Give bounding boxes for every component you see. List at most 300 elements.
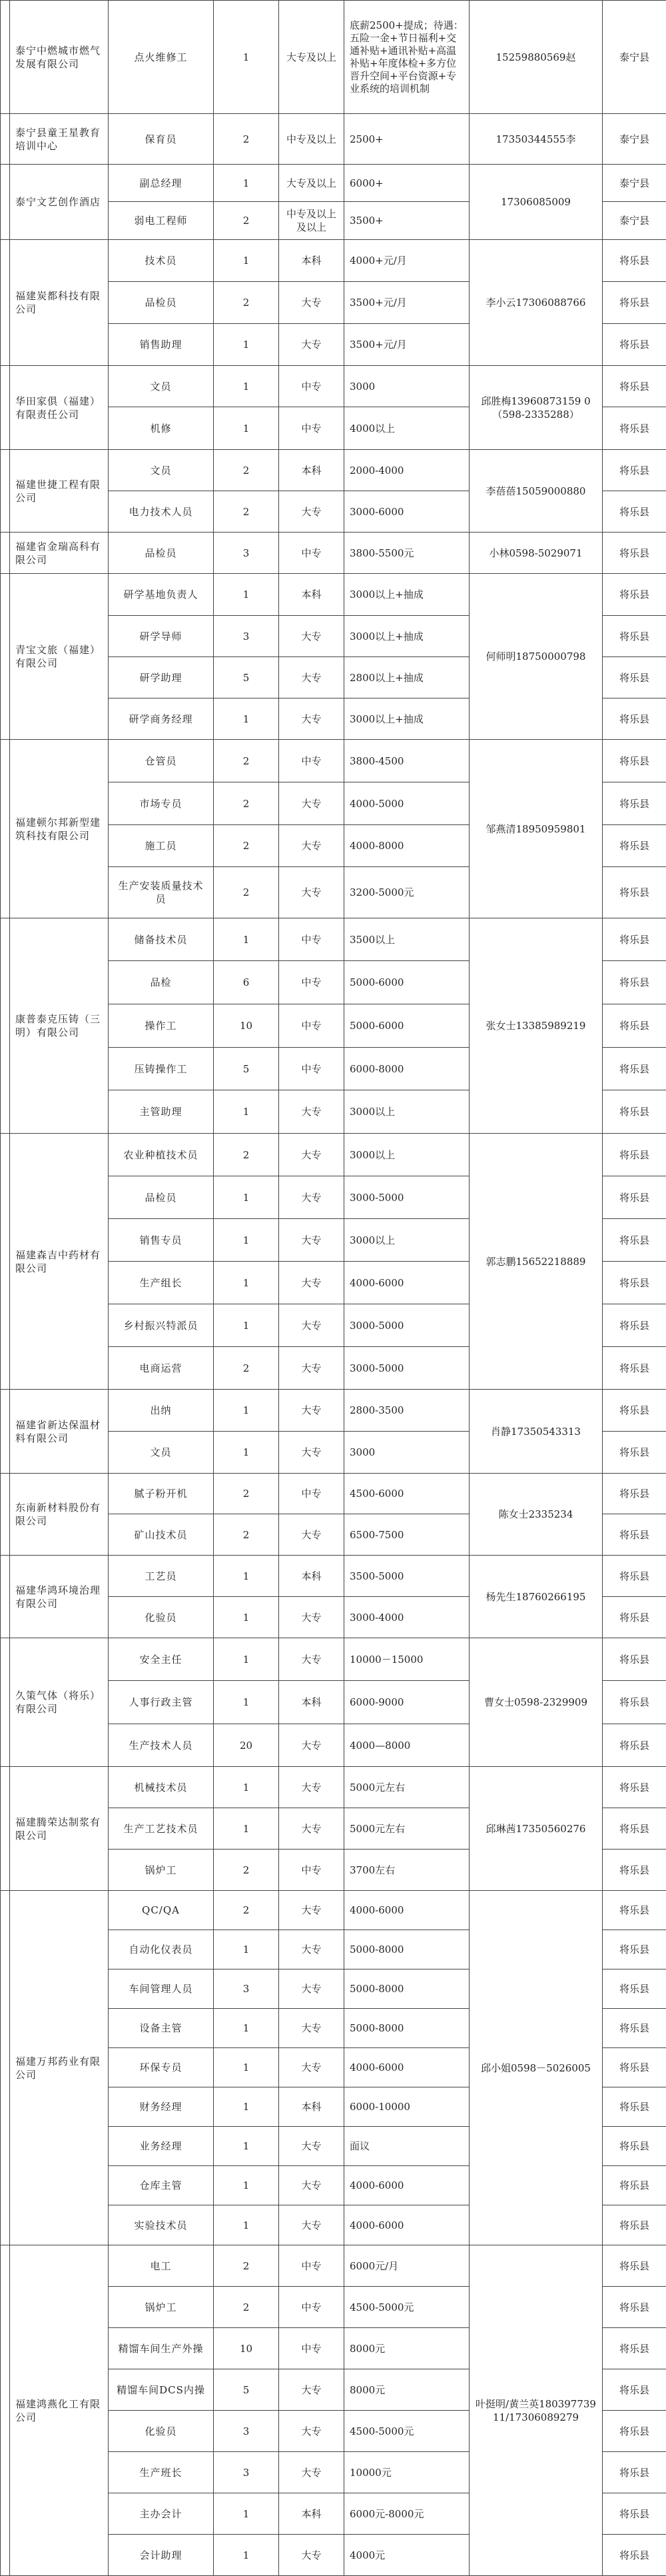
location-cell: 泰宁县 xyxy=(603,165,666,202)
company-name-cell: 泰宁文艺创作酒店 xyxy=(10,165,109,240)
education-cell: 中专 xyxy=(279,740,344,782)
education-cell: 中专 xyxy=(279,1048,344,1090)
position-cell: 主办会计 xyxy=(109,2493,214,2535)
position-cell: 安全主任 xyxy=(109,1638,214,1681)
row-margin-cell xyxy=(1,740,10,918)
location-cell: 将乐县 xyxy=(603,782,666,825)
location-cell: 将乐县 xyxy=(603,1134,666,1176)
position-cell: 副总经理 xyxy=(109,165,214,202)
education-cell: 大专 xyxy=(279,1347,344,1390)
headcount-cell: 1 xyxy=(214,165,279,202)
location-cell: 将乐县 xyxy=(603,825,666,867)
education-cell: 中专 xyxy=(279,2328,344,2369)
row-margin-cell xyxy=(1,165,10,240)
education-cell: 中专 xyxy=(279,1474,344,1514)
headcount-cell: 3 xyxy=(214,533,279,574)
position-cell: 生产班长 xyxy=(109,2452,214,2493)
education-cell: 大专 xyxy=(279,2535,344,2576)
location-cell: 泰宁县 xyxy=(603,1,666,114)
location-cell: 将乐县 xyxy=(603,407,666,450)
salary-cell: 2800以上+抽成 xyxy=(344,657,470,698)
headcount-cell: 2 xyxy=(214,1850,279,1891)
position-cell: 化验员 xyxy=(109,2411,214,2452)
salary-cell: 3500+元/月 xyxy=(344,324,470,366)
location-cell: 将乐县 xyxy=(603,2166,666,2205)
education-cell: 大专 xyxy=(279,2009,344,2048)
company-name-cell: 福建炭都科技有限公司 xyxy=(10,240,109,366)
company-name-cell: 福建省金瑞高科有限公司 xyxy=(10,533,109,574)
row-margin-cell xyxy=(1,1390,10,1474)
headcount-cell: 1 xyxy=(214,1638,279,1681)
location-cell: 将乐县 xyxy=(603,1048,666,1090)
headcount-cell: 1 xyxy=(214,407,279,450)
headcount-cell: 3 xyxy=(214,616,279,657)
table-row xyxy=(1,1134,666,1176)
education-cell: 大专 xyxy=(279,2369,344,2411)
education-cell: 本科 xyxy=(279,574,344,616)
headcount-cell: 3 xyxy=(214,2411,279,2452)
headcount-cell: 3 xyxy=(214,1969,279,2009)
position-cell: 文员 xyxy=(109,366,214,407)
position-cell: 技术员 xyxy=(109,240,214,282)
row-margin-cell xyxy=(1,114,10,165)
headcount-cell: 5 xyxy=(214,657,279,698)
position-cell: 施工员 xyxy=(109,825,214,867)
salary-cell: 10000－15000 xyxy=(344,1638,470,1681)
headcount-cell: 1 xyxy=(214,1767,279,1808)
table-row xyxy=(1,1,666,114)
position-cell: 研学导师 xyxy=(109,616,214,657)
company-name-cell: 华田家俱（福建）有限责任公司 xyxy=(10,366,109,450)
education-cell: 大专 xyxy=(279,1969,344,2009)
salary-cell: 6000-9000 xyxy=(344,1681,470,1724)
headcount-cell: 1 xyxy=(214,1176,279,1219)
salary-cell: 3000以上 xyxy=(344,1090,470,1134)
headcount-cell: 1 xyxy=(214,1556,279,1597)
headcount-cell: 2 xyxy=(214,1134,279,1176)
headcount-cell: 5 xyxy=(214,2369,279,2411)
education-cell: 大专 xyxy=(279,1597,344,1638)
contact-cell: 杨先生18760266195 xyxy=(470,1556,603,1638)
salary-cell: 8000元 xyxy=(344,2369,470,2411)
position-cell: 品检 xyxy=(109,961,214,1004)
position-cell: 电力技术人员 xyxy=(109,491,214,533)
headcount-cell: 1 xyxy=(214,1597,279,1638)
education-cell: 中专 xyxy=(279,2245,344,2287)
headcount-cell: 1 xyxy=(214,2009,279,2048)
contact-cell: 15259880569赵 xyxy=(470,1,603,114)
headcount-cell: 2 xyxy=(214,114,279,165)
position-cell: 矿山技术员 xyxy=(109,1514,214,1556)
headcount-cell: 1 xyxy=(214,1262,279,1304)
education-cell: 本科 xyxy=(279,1556,344,1597)
position-cell: 乡村振兴特派员 xyxy=(109,1304,214,1347)
education-cell: 大专 xyxy=(279,2127,344,2166)
headcount-cell: 2 xyxy=(214,782,279,825)
row-margin-cell xyxy=(1,1638,10,1767)
company-name-cell: 东南新材料股份有限公司 xyxy=(10,1474,109,1556)
salary-cell: 3700左右 xyxy=(344,1850,470,1891)
position-cell: 设备主管 xyxy=(109,2009,214,2048)
position-cell: 自动化仪表员 xyxy=(109,1930,214,1969)
position-cell: 操作工 xyxy=(109,1004,214,1048)
salary-cell: 4000-6000 xyxy=(344,1262,470,1304)
salary-cell: 3000-5000 xyxy=(344,1304,470,1347)
headcount-cell: 1 xyxy=(214,324,279,366)
salary-cell: 3000以上+抽成 xyxy=(344,698,470,740)
location-cell: 将乐县 xyxy=(603,616,666,657)
headcount-cell: 1 xyxy=(214,1930,279,1969)
education-cell: 大专 xyxy=(279,2048,344,2087)
row-margin-cell xyxy=(1,366,10,450)
contact-cell: 17306085009 xyxy=(470,165,603,240)
table-row xyxy=(1,450,666,491)
salary-cell: 3000-5000 xyxy=(344,1347,470,1390)
education-cell: 本科 xyxy=(279,240,344,282)
row-margin-cell xyxy=(1,1134,10,1390)
company-name-cell: 福建省新达保温材料有限公司 xyxy=(10,1390,109,1474)
location-cell: 将乐县 xyxy=(603,491,666,533)
position-cell: 销售助理 xyxy=(109,324,214,366)
salary-cell: 3000以上 xyxy=(344,1219,470,1262)
salary-cell: 5000-8000 xyxy=(344,1930,470,1969)
location-cell: 将乐县 xyxy=(603,2087,666,2127)
position-cell: 弱电工程师 xyxy=(109,202,214,240)
education-cell: 大专 xyxy=(279,324,344,366)
salary-cell: 3200-5000元 xyxy=(344,867,470,918)
location-cell: 将乐县 xyxy=(603,574,666,616)
headcount-cell: 1 xyxy=(214,1219,279,1262)
salary-cell: 4000-6000 xyxy=(344,2166,470,2205)
salary-cell: 3000-4000 xyxy=(344,1597,470,1638)
position-cell: 业务经理 xyxy=(109,2127,214,2166)
contact-cell: 郭志鹏15652218889 xyxy=(470,1134,603,1390)
salary-cell: 4000-5000 xyxy=(344,782,470,825)
table-row xyxy=(1,1556,666,1597)
location-cell: 将乐县 xyxy=(603,1808,666,1850)
location-cell: 将乐县 xyxy=(603,2048,666,2087)
education-cell: 大专 xyxy=(279,1808,344,1850)
headcount-cell: 10 xyxy=(214,1004,279,1048)
company-name-cell: 康普泰克压铸（三明）有限公司 xyxy=(10,918,109,1134)
contact-cell: 17350344555李 xyxy=(470,114,603,165)
salary-cell: 4500-5000元 xyxy=(344,2287,470,2328)
education-cell: 大专 xyxy=(279,1638,344,1681)
salary-cell: 5000-6000 xyxy=(344,1004,470,1048)
position-cell: 电工 xyxy=(109,2245,214,2287)
salary-cell: 4500-6000 xyxy=(344,1474,470,1514)
job-listing-body xyxy=(1,1,666,2576)
headcount-cell: 3 xyxy=(214,2452,279,2493)
education-cell: 中专 xyxy=(279,2287,344,2328)
row-margin-cell xyxy=(1,240,10,366)
position-cell: 文员 xyxy=(109,1432,214,1474)
education-cell: 大专及以上 xyxy=(279,165,344,202)
contact-cell: 邱小姐0598－5026005 xyxy=(470,1891,603,2245)
headcount-cell: 1 xyxy=(214,240,279,282)
education-cell: 中专 xyxy=(279,918,344,961)
position-cell: 腻子粉开机 xyxy=(109,1474,214,1514)
company-name-cell: 泰宁县童王星教育培训中心 xyxy=(10,114,109,165)
position-cell: 点火维修工 xyxy=(109,1,214,114)
row-margin-cell xyxy=(1,450,10,533)
row-margin-cell xyxy=(1,918,10,1134)
headcount-cell: 2 xyxy=(214,867,279,918)
position-cell: 压铸操作工 xyxy=(109,1048,214,1090)
location-cell: 将乐县 xyxy=(603,1004,666,1048)
headcount-cell: 5 xyxy=(214,1048,279,1090)
headcount-cell: 1 xyxy=(214,2535,279,2576)
salary-cell: 底薪2500+提成；待遇：五险一金+节日福利+交通补贴+通讯补贴+高温补贴+年度体检+多方位晋升空间+平台资源+专业系统的培训机制 xyxy=(344,1,470,114)
salary-cell: 3500+ xyxy=(344,202,470,240)
location-cell: 将乐县 xyxy=(603,657,666,698)
location-cell: 将乐县 xyxy=(603,2535,666,2576)
location-cell: 将乐县 xyxy=(603,1556,666,1597)
salary-cell: 4000元 xyxy=(344,2535,470,2576)
position-cell: 销售专员 xyxy=(109,1219,214,1262)
salary-cell: 6000-10000 xyxy=(344,2087,470,2127)
education-cell: 大专 xyxy=(279,698,344,740)
salary-cell: 4000—8000 xyxy=(344,1724,470,1767)
table-row xyxy=(1,1390,666,1432)
headcount-cell: 2 xyxy=(214,2245,279,2287)
salary-cell: 6000元/月 xyxy=(344,2245,470,2287)
contact-cell: 邱胜梅13960873159 0（598-2335288） xyxy=(470,366,603,450)
salary-cell: 6000-8000 xyxy=(344,1048,470,1090)
salary-cell: 3000 xyxy=(344,1432,470,1474)
salary-cell: 4000-6000 xyxy=(344,2048,470,2087)
location-cell: 将乐县 xyxy=(603,282,666,324)
position-cell: 锅炉工 xyxy=(109,2287,214,2328)
location-cell: 将乐县 xyxy=(603,1597,666,1638)
salary-cell: 3000-6000 xyxy=(344,491,470,533)
headcount-cell: 1 xyxy=(214,918,279,961)
contact-cell: 邹燕清18950959801 xyxy=(470,740,603,918)
position-cell: 储备技术员 xyxy=(109,918,214,961)
education-cell: 大专 xyxy=(279,1767,344,1808)
education-cell: 中专及以上及以上 xyxy=(279,202,344,240)
salary-cell: 6500-7500 xyxy=(344,1514,470,1556)
position-cell: 财务经理 xyxy=(109,2087,214,2127)
row-margin-cell xyxy=(1,1891,10,2245)
position-cell: 会计助理 xyxy=(109,2535,214,2576)
contact-cell: 李蓓蓓15059000880 xyxy=(470,450,603,533)
salary-cell: 10000元 xyxy=(344,2452,470,2493)
headcount-cell: 6 xyxy=(214,961,279,1004)
education-cell: 大专 xyxy=(279,2411,344,2452)
education-cell: 大专 xyxy=(279,1176,344,1219)
location-cell: 将乐县 xyxy=(603,1347,666,1390)
headcount-cell: 1 xyxy=(214,1432,279,1474)
position-cell: 文员 xyxy=(109,450,214,491)
education-cell: 大专 xyxy=(279,1090,344,1134)
salary-cell: 5000-8000 xyxy=(344,1969,470,2009)
salary-cell: 6000+ xyxy=(344,165,470,202)
salary-cell: 4000-6000 xyxy=(344,2205,470,2245)
company-name-cell: 福建万邦药业有限公司 xyxy=(10,1891,109,2245)
table-row xyxy=(1,1891,666,1930)
location-cell: 将乐县 xyxy=(603,1638,666,1681)
location-cell: 将乐县 xyxy=(603,1090,666,1134)
location-cell: 将乐县 xyxy=(603,867,666,918)
education-cell: 大专 xyxy=(279,1724,344,1767)
education-cell: 大专 xyxy=(279,2452,344,2493)
table-row xyxy=(1,533,666,574)
salary-cell: 3800-4500 xyxy=(344,740,470,782)
table-row xyxy=(1,366,666,407)
headcount-cell: 1 xyxy=(214,1,279,114)
education-cell: 大专 xyxy=(279,1262,344,1304)
salary-cell: 5000-6000 xyxy=(344,961,470,1004)
position-cell: 出纳 xyxy=(109,1390,214,1432)
company-name-cell: 青宝文旅（福建）有限公司 xyxy=(10,574,109,740)
company-name-cell: 久策气体（将乐）有限公司 xyxy=(10,1638,109,1767)
company-name-cell: 福建世捷工程有限公司 xyxy=(10,450,109,533)
headcount-cell: 2 xyxy=(214,450,279,491)
row-margin-cell xyxy=(1,574,10,740)
contact-cell: 邱琳茜17350560276 xyxy=(470,1767,603,1891)
headcount-cell: 2 xyxy=(214,2287,279,2328)
location-cell: 将乐县 xyxy=(603,2328,666,2369)
headcount-cell: 1 xyxy=(214,2205,279,2245)
education-cell: 大专 xyxy=(279,1134,344,1176)
headcount-cell: 1 xyxy=(214,1681,279,1724)
salary-cell: 4000-6000 xyxy=(344,1891,470,1930)
location-cell: 将乐县 xyxy=(603,1219,666,1262)
position-cell: 生产组长 xyxy=(109,1262,214,1304)
location-cell: 将乐县 xyxy=(603,1514,666,1556)
salary-cell: 5000元左右 xyxy=(344,1767,470,1808)
salary-cell: 4000-8000 xyxy=(344,825,470,867)
headcount-cell: 1 xyxy=(214,2087,279,2127)
education-cell: 本科 xyxy=(279,2087,344,2127)
company-name-cell: 福建华鸿环境治理有限公司 xyxy=(10,1556,109,1638)
location-cell: 将乐县 xyxy=(603,1474,666,1514)
location-cell: 将乐县 xyxy=(603,2205,666,2245)
contact-cell: 李小云17306088766 xyxy=(470,240,603,366)
location-cell: 将乐县 xyxy=(603,2127,666,2166)
headcount-cell: 2 xyxy=(214,1474,279,1514)
headcount-cell: 1 xyxy=(214,2048,279,2087)
education-cell: 大专 xyxy=(279,1930,344,1969)
headcount-cell: 10 xyxy=(214,2328,279,2369)
row-margin-cell xyxy=(1,1556,10,1638)
location-cell: 将乐县 xyxy=(603,918,666,961)
salary-cell: 4000以上 xyxy=(344,407,470,450)
headcount-cell: 1 xyxy=(214,366,279,407)
position-cell: 工艺员 xyxy=(109,1556,214,1597)
table-row xyxy=(1,918,666,961)
headcount-cell: 20 xyxy=(214,1724,279,1767)
company-name-cell: 福建顿尔邦新型建筑科技有限公司 xyxy=(10,740,109,918)
education-cell: 大专 xyxy=(279,1891,344,1930)
position-cell: 人事行政主管 xyxy=(109,1681,214,1724)
location-cell: 将乐县 xyxy=(603,1432,666,1474)
position-cell: 品检员 xyxy=(109,282,214,324)
education-cell: 中专 xyxy=(279,407,344,450)
location-cell: 将乐县 xyxy=(603,2411,666,2452)
table-row xyxy=(1,240,666,282)
table-row xyxy=(1,114,666,165)
education-cell: 大专 xyxy=(279,1390,344,1432)
salary-cell: 3000以上+抽成 xyxy=(344,616,470,657)
education-cell: 中专 xyxy=(279,533,344,574)
contact-cell: 叶挺明/黄兰英18039773911/17306089279 xyxy=(470,2245,603,2576)
position-cell: 研学商务经理 xyxy=(109,698,214,740)
table-row xyxy=(1,574,666,616)
education-cell: 大专 xyxy=(279,1219,344,1262)
headcount-cell: 1 xyxy=(214,2166,279,2205)
location-cell: 将乐县 xyxy=(603,1176,666,1219)
salary-cell: 3000-5000 xyxy=(344,1176,470,1219)
position-cell: 环保专员 xyxy=(109,2048,214,2087)
position-cell: 研学基地负责人 xyxy=(109,574,214,616)
salary-cell: 3500-5000 xyxy=(344,1556,470,1597)
salary-cell: 3500以上 xyxy=(344,918,470,961)
location-cell: 将乐县 xyxy=(603,740,666,782)
headcount-cell: 2 xyxy=(214,491,279,533)
salary-cell: 面议 xyxy=(344,2127,470,2166)
salary-cell: 4500-5000元 xyxy=(344,2411,470,2452)
education-cell: 中专 xyxy=(279,961,344,1004)
position-cell: 化验员 xyxy=(109,1597,214,1638)
location-cell: 将乐县 xyxy=(603,1850,666,1891)
education-cell: 大专 xyxy=(279,2205,344,2245)
location-cell: 将乐县 xyxy=(603,1262,666,1304)
salary-cell: 3500+元/月 xyxy=(344,282,470,324)
position-cell: 锅炉工 xyxy=(109,1850,214,1891)
salary-cell: 3000以上+抽成 xyxy=(344,574,470,616)
education-cell: 大专 xyxy=(279,657,344,698)
headcount-cell: 2 xyxy=(214,825,279,867)
salary-cell: 5000-8000 xyxy=(344,2009,470,2048)
position-cell: 车间管理人员 xyxy=(109,1969,214,2009)
location-cell: 将乐县 xyxy=(603,2287,666,2328)
table-row xyxy=(1,165,666,202)
headcount-cell: 1 xyxy=(214,1090,279,1134)
education-cell: 中专 xyxy=(279,1850,344,1891)
location-cell: 将乐县 xyxy=(603,2452,666,2493)
headcount-cell: 2 xyxy=(214,282,279,324)
position-cell: 实验技术员 xyxy=(109,2205,214,2245)
location-cell: 将乐县 xyxy=(603,366,666,407)
salary-cell: 2800-3500 xyxy=(344,1390,470,1432)
education-cell: 大专 xyxy=(279,867,344,918)
salary-cell: 3000 xyxy=(344,366,470,407)
position-cell: 生产技术人员 xyxy=(109,1724,214,1767)
company-name-cell: 福建鸿燕化工有限公司 xyxy=(10,2245,109,2576)
education-cell: 中专及以上 xyxy=(279,114,344,165)
company-name-cell: 泰宁中燃城市燃气发展有限公司 xyxy=(10,1,109,114)
table-row xyxy=(1,2245,666,2287)
education-cell: 大专 xyxy=(279,782,344,825)
location-cell: 将乐县 xyxy=(603,324,666,366)
education-cell: 大专 xyxy=(279,616,344,657)
location-cell: 将乐县 xyxy=(603,1930,666,1969)
contact-cell: 肖静17350543313 xyxy=(470,1390,603,1474)
headcount-cell: 1 xyxy=(214,2127,279,2166)
headcount-cell: 1 xyxy=(214,1304,279,1347)
salary-cell: 3800-5500元 xyxy=(344,533,470,574)
headcount-cell: 2 xyxy=(214,1891,279,1930)
location-cell: 将乐县 xyxy=(603,2369,666,2411)
headcount-cell: 1 xyxy=(214,1390,279,1432)
education-cell: 大专 xyxy=(279,825,344,867)
company-name-cell: 福建森吉中药材有限公司 xyxy=(10,1134,109,1390)
education-cell: 大专 xyxy=(279,491,344,533)
position-cell: 精馏车间生产外操 xyxy=(109,2328,214,2369)
position-cell: 农业种植技术员 xyxy=(109,1134,214,1176)
